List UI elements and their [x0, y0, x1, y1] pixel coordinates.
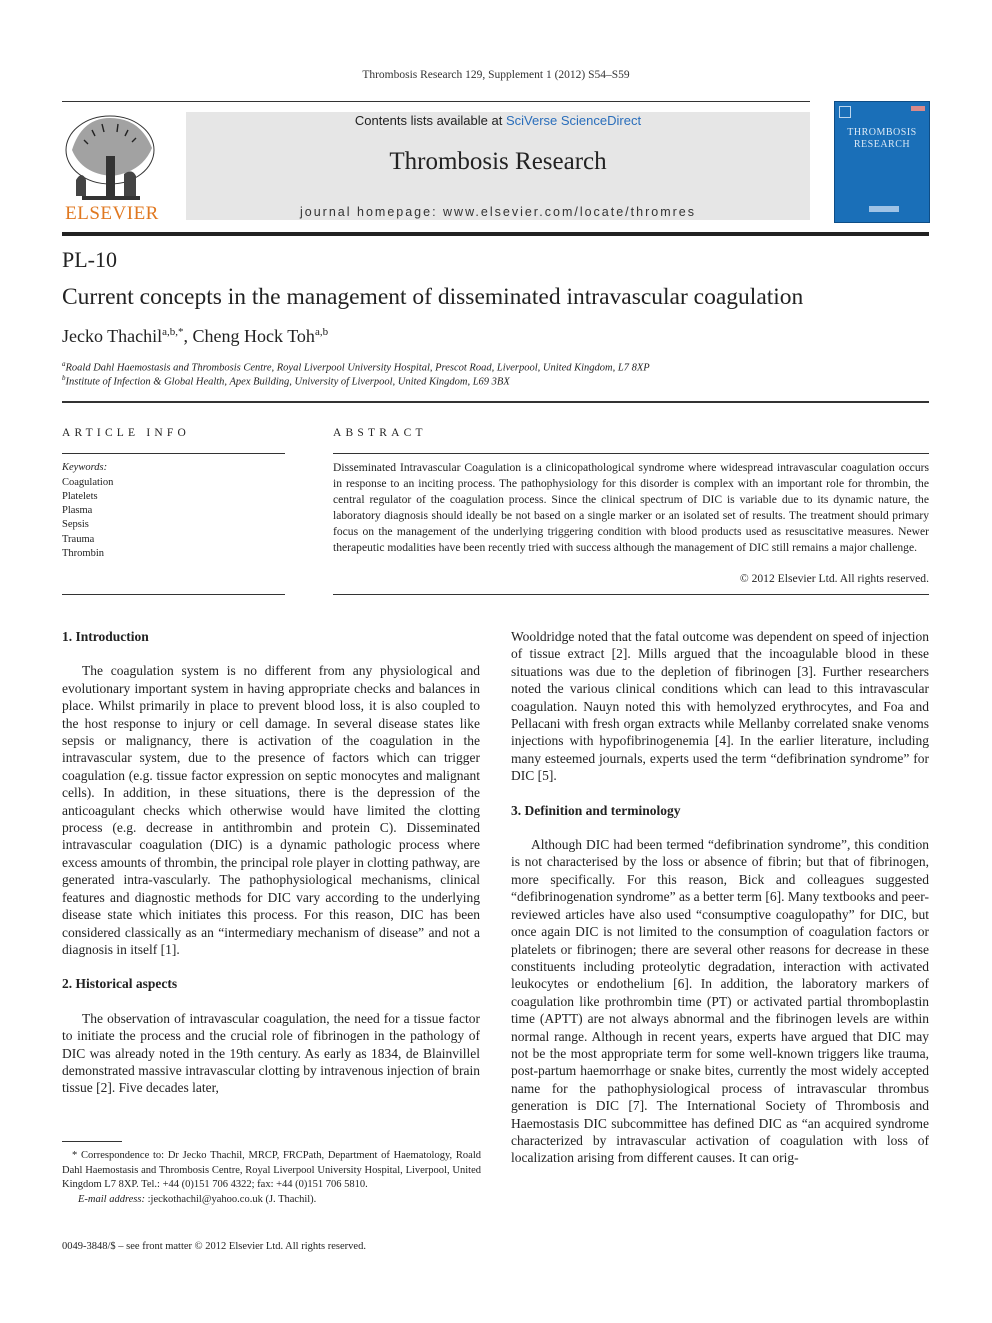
journal-masthead: [186, 112, 810, 220]
keywords-label: Keywords:: [62, 462, 108, 473]
header-rule: [62, 101, 810, 102]
keyword: Thrombin: [62, 548, 104, 559]
elsevier-logo: [62, 110, 162, 224]
correspondence-text: * Correspondence to: Dr Jecko Thachil, MRCP, FRCPath, Department of Haematology, Roald Dahl Haemostasis and Thrombosis Centre, Royal Liverpool University Hospital, Liverpool, United Kingdom L7 8XP. Tel.: +44 (0)151 706 4322; fax: +44 (0)151 706 5810.: [62, 1150, 481, 1191]
author-separator: ,: [183, 326, 193, 346]
cover-title-line2: RESEARCH: [853, 139, 911, 150]
abstract-bottom-rule: [333, 594, 929, 595]
article-info-rule: [62, 453, 285, 454]
article-number: PL-10: [62, 247, 117, 272]
affiliation-mark: b: [62, 374, 66, 382]
email-line: [62, 1193, 481, 1208]
affiliation: [62, 360, 650, 374]
author-name[interactable]: Jecko Thachil: [62, 326, 163, 346]
cover-title-line1: THROMBOSIS: [847, 127, 917, 138]
paragraph: The observation of intravascular coagulation, the need for a tissue factor to initiate the process and the crucial role of fibrinogen in the pathology of DIC was already noted in the 19th century. As early as 1834, de Blainvillel demonstrated massive intravascular clotting by intravenous injection of brain tissue [2]. Five decades later,: [62, 1010, 480, 1096]
sciencedirect-link[interactable]: SciVerse ScienceDirect: [505, 113, 642, 128]
cover-logo-icon: [839, 106, 851, 118]
journal-cover: [834, 101, 930, 223]
masthead-bottom-rule: [62, 232, 929, 236]
paragraph: Wooldridge noted that the fatal outcome was dependent on speed of injection of tissue extract [2]. Mills argued that the incoagulable blood in these situations was due to the depletion of fibrinogen [3]. Further researchers noted the various clinical conditions which can lead to this intravascular coagulation. Nauyn noted this with hemolyzed erythrocytes, and Foa and Pellacani with fresh organ extracts while Mellanby correlated snake venoms injections with hypofibrinogenemia [4]. In the earlier literature, including many esteemed journals, experts used the term “defibrination syndrome” for DIC [5].: [511, 629, 929, 784]
keyword: Sepsis: [62, 519, 89, 530]
email-label: E-mail address:: [78, 1193, 145, 1205]
footnote-rule: [62, 1141, 122, 1142]
elsevier-wordmark: ELSEVIER: [65, 203, 159, 224]
body-column-left: [62, 628, 480, 1097]
author-marks: a,b: [314, 326, 329, 338]
affiliation-text: Roald Dahl Haemostasis and Thrombosis Centre, Royal Liverpool University Hospital, Prescot Road, Liverpool, United Kingdom, L7 8XP: [65, 362, 650, 374]
abstract-copyright: © 2012 Elsevier Ltd. All rights reserved.: [739, 572, 929, 585]
author-name[interactable]: Cheng Hock Toh: [192, 326, 315, 346]
contents-line: [186, 113, 810, 128]
abstract-heading: ABSTRACT: [333, 427, 427, 439]
journal-title: Thrombosis Research: [389, 148, 607, 175]
correspondence-footnote: [62, 1149, 481, 1207]
abstract-rule: [333, 453, 929, 454]
body-column-right: [511, 628, 929, 1167]
affiliation: [62, 374, 510, 388]
journal-homepage[interactable]: journal homepage: www.elsevier.com/locate/thromres: [300, 205, 696, 219]
author-marks: a,b,*: [162, 326, 184, 338]
cover-publisher-badge: [869, 206, 899, 212]
issn-line: 0049-3848/$ – see front matter © 2012 Elsevier Ltd. All rights reserved.: [62, 1241, 366, 1252]
cover-title: [835, 127, 929, 151]
section-heading-introduction: 1. Introduction: [62, 629, 149, 644]
running-head: Thrombosis Research 129, Supplement 1 (2012) S54–S59: [362, 69, 630, 81]
keyword: Trauma: [62, 534, 95, 545]
affiliation-text: Institute of Infection & Global Health, Apex Building, University of Liverpool, United Kingdom, L69 3BX: [65, 376, 510, 388]
paragraph: Although DIC had been termed “defibrination syndrome”, this condition is not characterised by the loss or absence of fibrin; but that of fibrinogen, more specifically. For this reason, Bick and colleagues suggested “defibrinogenation syndrome” as a better term [6]. Many textbooks and peer-reviewed articles have also used “consumptive coagulopathy” for DIC, but once again DIC is not limited to the consumption of coagulation factors or platelets or fibrinogen; there are several other reasons for decrease in these constituents including proteolytic degradation, interaction with activated leukocytes or endothelium [6]. In addition, the laboratory markers of coagulation like prothrombin time (PT) or activated partial thromboplastin time (APTT) are not always abnormal and the fibrinogen levels are within normal range. Although in recent years, experts have argued that DIC may not be the most appropriate term for some well-known triggers like trauma, post-partum haemorrhage or snake bites, currently the most widely accepted name for the pathophysiological process of intravascular thrombus generation is DIC [7]. The International Society of Thrombosis and Haemostasis DIC subcommittee has defined DIC as “an acquired syndrome characterized by intravascular activation of coagulation with loss of localization arising from different causes. It can orig-: [511, 837, 929, 1166]
article-info-heading: ARTICLE INFO: [62, 427, 190, 439]
keyword: Plasma: [62, 505, 93, 516]
contents-prefix: Contents lists available at: [354, 113, 506, 128]
keyword: Coagulation: [62, 477, 114, 488]
section-heading-definition: 3. Definition and terminology: [511, 802, 681, 818]
article-title: Current concepts in the management of disseminated intravascular coagulation: [62, 284, 804, 310]
abstract-body: Disseminated Intravascular Coagulation is a clinicopathological syndrome where widespread intravascular coagulation occurs in response to an inciting process. The pathophysiology for this disorder is complex with an important role for thrombin, the central regulator of the coagulation process. Since the clinical spectrum of DIC is variable due to its dynamic nature, the laboratory diagnosis should ideally be not based on a single marker or an isolated set of results. The treatment should primary focus on the management of the underlying triggering condition with blood products used as resuscitative measures. Newer therapeutic modalities have been recently tried with success although the management of DIC still remains a major challenge.: [333, 461, 929, 554]
author-list: [62, 326, 328, 347]
paragraph: The coagulation system is no different from any physiological and evolutionary important system in having appropriate checks and balances in place. Whilst primarily in place to prevent blood loss, it is also coupled to the host response to injury or cell damage. In several disease states like sepsis or malignancy, there is activation of the coagulation in the intravascular system, due to the presence of factors which can trigger coagulation (e.g. tissue factor expression on septic monocytes and malignant cells). In addition, in these situations, there is the depression of the anticoagulant checks which otherwise would have limited the clotting process (e.g. decrease in antithrombin and protein C). Disseminated intravascular coagulation (DIC) is a dynamic pathologic process where excess amounts of thrombin, the principal role player in clotting pathway, are generated intra-vascularly. The pathophysiological mechanisms, clinical features and diagnostic methods for DIC vary according to the underlying disease state which initiates this process. For this reason, DIC has been considered classically as an “intermediary mechanism of disease” and not a diagnosis in itself [1].: [62, 663, 480, 957]
cover-strip: [911, 106, 925, 111]
email-address[interactable]: :jeckothachil@yahoo.co.uk (J. Thachil).: [144, 1193, 317, 1205]
front-matter-rule: [62, 401, 929, 403]
keyword: Platelets: [62, 491, 98, 502]
article-info-bottom-rule: [62, 594, 285, 595]
section-heading-historical: 2. Historical aspects: [62, 976, 178, 992]
affiliation-mark: a: [62, 360, 66, 368]
